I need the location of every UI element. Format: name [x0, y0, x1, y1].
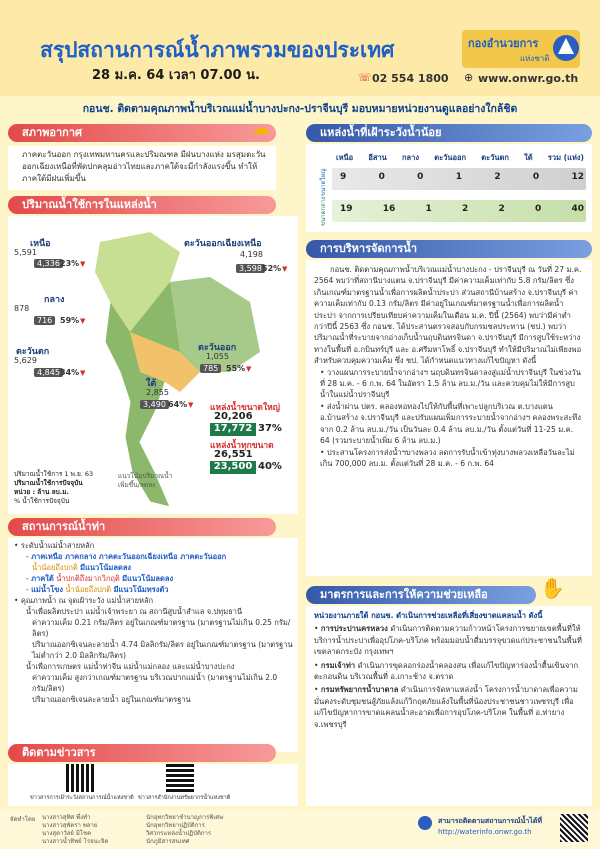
- region-east: ตะวันออก: [198, 343, 237, 353]
- region-east-capacity: 1,055: [206, 352, 229, 361]
- region-south-capacity: 2,855: [146, 388, 169, 397]
- news-heading: ติดตามข่าวสาร: [8, 744, 276, 762]
- region-northeast-pct: 52%: [262, 264, 282, 273]
- weather-icon: ☁: [252, 118, 270, 139]
- down-arrow-icon: ▼: [246, 365, 252, 373]
- region-west-capacity: 5,629: [14, 356, 37, 365]
- watch-heading: แหล่งน้ำที่เฝ้าระวังน้ำน้อย: [306, 124, 592, 142]
- down-arrow-icon: ▼: [80, 260, 86, 268]
- watch-row-large-label: ขนาดใหญ่: [320, 168, 327, 196]
- all-reservoir-usable: 23,500: [210, 461, 256, 474]
- region-north-capacity: 5,591: [14, 248, 37, 257]
- weather-text: ภาคตะวันออก กรุงเทพมหานครและปริมณฑล มีฝนบางแห่ง มรสุมตะวันออกเฉียงเหนือที่พัดปกคลุมอ่าวไทยและภาคใต้จะมีกำลังแรงขึ้น ทำให้ภาคใต้มีฝนเพิ่มขึ้น: [8, 146, 276, 190]
- phone-number: 02 554 1800: [372, 72, 449, 85]
- logo-sub: แห่งชาติ: [520, 54, 550, 63]
- situation-heading: สถานการณ์น้ำท่า: [8, 518, 276, 536]
- region-central-pct: 59%: [60, 316, 80, 325]
- phone-icon: ☏: [358, 71, 372, 84]
- measures-text: หน่วยงานภายใต้ กอนช. ดำเนินการช่วยเหลือที่เสี่ยงขาดแคลนน้ำ ดังนี้ • การประปานครหลวง ดำเนินการติดตามความก้าวหน้าโครงการขยายเขตพื้นที่ให้บริการน้ำประปาเพื่ออุปโภค-บริโภค พร้อมมอบน้ำดื่มบรรจุขวดแก่ประชาชนในพื้นที่เขตลาดกระบัง กรุงเทพฯ • กรมเจ้าท่า ดำเนินการขุดลอกร่องน้ำคลองสน เพื่อแก้ไขปัญหาร่องน้ำตื้นเขินจากตะกอนดิน บริเวณพื้นที่ อ.เกาะช้าง จ.ตราด • กรมทรัพยากรน้ำบาดาล ดำเนินการจัดหาแหล่งน้ำ โครงการน้ำบาดาลเพื่อความมั่นคงระดับชุมชนสู้ภัยแล้งแก้วิกฤตภัยแล้งในพื้นที่น้องประชาชนชาวเพชรบุรี เพื่อแก้ไขปัญหาการขาดแคลนน้ำสะอาดเพื่อการอุปโภค-บริโภค ในพื้นที่ อ.ท่ายาง จ.เพชรบุรี: [306, 606, 592, 806]
- weather-heading: สภาพอากาศ: [8, 124, 276, 142]
- region-south-pct: 64%: [168, 400, 188, 409]
- large-reservoir-pct: 37%: [258, 423, 282, 434]
- region-east-pct: 55%: [226, 364, 246, 373]
- qr-code-2[interactable]: [166, 764, 194, 792]
- region-south: ใต้: [146, 379, 157, 389]
- footer-qr-code[interactable]: [560, 814, 588, 842]
- agency-badge-icon: [418, 816, 432, 830]
- report-date: 28 ม.ค. 64 เวลา 07.00 น.: [92, 68, 260, 83]
- storage-heading: ปริมาณน้ำใช้การในแหล่งน้ำ: [8, 196, 276, 214]
- all-reservoir-label: แหล่งน้ำทุกขนาด: [210, 441, 274, 451]
- website-link[interactable]: www.onwr.go.th: [478, 72, 579, 85]
- agency-footer-url[interactable]: http://waterinfo.onwr.go.th: [438, 828, 532, 836]
- region-north-usable: 4,336: [34, 259, 63, 268]
- watch-row-large-values: 9 0 0 1 2 0 12: [340, 172, 584, 182]
- credit-label: จัดทำโดย: [10, 816, 36, 823]
- situation-text: • ระดับน้ำแม่น้ำสายหลัก - ภาคเหนือ ภาคกลาง ภาคตะวันออกเฉียงเหนือ ภาคตะวันออก น้ำน้อยถึงปกติ มีแนวโน้มลดลง - ภาคใต้ น้ำปกติถึงมากวิกฤติ มีแนวโน้มลดลง - แม่น้ำโขง น้ำน้อยถึงปกติ มีแนวโน้มทรงตัว • คุณภาพน้ำ ณ จุดเฝ้าระวัง แม่น้ำสายหลัก น้ำเพื่อผลิตประปา แม่น้ำเจ้าพระยา ณ สถานีสูบน้ำสำแล จ.ปทุมธานี ค่าความเค็ม 0.21 กรัม/ลิตร อยู่ในเกณฑ์มาตรฐาน (มาตรฐานไม่เกิน 0.25 กรัม/ลิตร) ปริมาณออกซิเจนละลายน้ำ 4.74 มิลลิกรัม/ลิตร อยู่ในเกณฑ์มาตรฐาน (มาตรฐานไม่ต่ำกว่า 2.0 มิลลิกรัม/ลิตร) น้ำเพื่อการเกษตร แม่น้ำท่าจีน แม่น้ำแม่กลอง และแม่น้ำบางปะกง ค่าความเค็ม สูงกว่าเกณฑ์มาตรฐาน บริเวณปากแม่น้ำ (มาตรฐานไม่เกิน 2.0 กรัม/ลิตร) ปริมาณออกซิเจนละลายน้ำ อยู่ในเกณฑ์มาตรฐาน: [14, 541, 293, 704]
- all-reservoir-pct: 40%: [258, 461, 282, 472]
- hands-help-icon: ✋: [540, 576, 565, 600]
- large-reservoir-capacity: 20,206: [214, 411, 253, 422]
- down-arrow-icon: ▼: [80, 369, 86, 377]
- subtitle: กอนช. ติดตามคุณภาพน้ำบริเวณแม่น้ำบางปะกง-ปราจีนบุรี มอบหมายหน่วยงานดูแลอย่างใกล้ชิด: [82, 103, 518, 115]
- management-text: กอนช. ติดตามคุณภาพน้ำบริเวณแม่น้ำบางปะกง - ปราจีนบุรี ณ วันที่ 27 ม.ค. 2564 พบว่าที่สถานีบางแตน จ.ปราจีนบุรี มีค่าความเค็มเท่ากับ 5.8 กรัม/ลิตร ซึ่งเกินเกณฑ์มาตรฐานน้ำเพื่อการผลิตน้ำประปา ส่วนสถานีบ้านสร้าง จ.ปราจีนบุรี ค่าความเค็มเท่ากับ 0.13 กรัม/ลิตร มีค่าอยู่ในเกณฑ์มาตรฐานน้ำเพื่อการผลิตน้ำประปา จากการเปรียบเทียบค่าความเค็มในเดือน ม.ค. ปีนี้ (2564) พบว่ามีค่าต่ำกว่าปีนี้ 2563 ซึ่ง กอนช. ได้ประสานตรวจสอบกับกรมชลประทาน (ชป.) พบว่า ปริมาณน้ำที่ระบายจากอ่างเก็บน้ำนฤบดินทรจินดา จ.ปราจีนบุรี มีการสูบใช้ระหว่างทางในพื้นที่ อ.กบินทร์บุรี และ อ.ศรีมหาโพธิ์ จ.ปราจีนบุรี ทำให้มีปริมาณไม่เพียงพอสำหรับควบคุมความเค็ม ซึ่ง ชป. ได้กำหนดแนวทางแก้ไขปัญหา ดังนี้ • วางแผนการระบายน้ำจากอ่างฯ นฤบดินทรจินดาลงสู่แม่น้ำปราจีนบุรี ในช่วงวันที่ 28 ม.ค. - 6 ก.พ. 64 ในอัตรา 1.5 ล้าน ลบ.ม./วัน และควบคุมไม่ให้มีการสูบน้ำในแม่น้ำปราจีนบุรี • ส่งน้ำผ่าน ปตร. คลองหอทองไปให้กับพื้นที่เพาะปลูกบริเวณ ต.บางแตน อ.บ้านสร้าง จ.ปราจีนบุรี และปรับแผนเพิ่มการระบายน้ำจากอ่างฯ คลองพระสะทึง จาก 0.2 ล้าน ลบ.ม./วัน เป็นวันละ 0.4 ล้าน ลบ.ม./วัน ตั้งแต่วันที่ 11-25 ม.ค. 64 (รวมระบายน้ำเพิ่ม 6 ล้าน ลบ.ม.) • ประสานโครงการส่งน้ำฯบางพลวง ลดการรับน้ำเข้าทุ่งบางพลวงเหลือวันละไม่เกิน 700,000 ลบ.ม. ตั้งแต่วันที่ 28 ม.ค. - 6 ก.พ. 64: [306, 260, 592, 576]
- region-north-pct: 23%: [60, 259, 80, 268]
- large-reservoir-usable: 17,772: [210, 423, 256, 436]
- logo-text: กองอำนวยการ: [468, 37, 539, 50]
- region-central-capacity: 878: [14, 304, 30, 313]
- management-heading: การบริหารจัดการน้ำ: [306, 240, 592, 258]
- credit-names: นางสาวสุทิศ พึ่งทำ นางสาวสุพัตรา พลาย นางสุดาวัลย์ มีโชค นางสาวน้ำทิพย์ โรจนะจิต: [42, 814, 109, 845]
- region-west-usable: 4,845: [34, 368, 63, 377]
- qr-code-1[interactable]: [66, 764, 94, 792]
- region-northeast-capacity: 4,198: [240, 250, 263, 259]
- qr-caption-2: ข่าวสารสำนักงานทรัพยากรน้ำแห่งชาติ: [138, 795, 231, 801]
- qr-caption-1: ข่าวสารการเฝ้าระวังสถานการณ์น้ำแห่งชาติ: [30, 795, 134, 801]
- watch-columns: เหนือ อีสาน กลาง ตะวันออก ตะวันตก ใต้ รวม (แห่ง): [336, 153, 584, 162]
- globe-icon: ⊕: [464, 71, 474, 84]
- storage-legend: ปริมาณน้ำใช้การ 1 พ.ย. 63 ปริมาณน้ำใช้การปัจจุบัน หน่วย : ล้าน ลบ.ม. % น้ำใช้การปัจจุบัน: [14, 470, 94, 505]
- page-title: สรุปสถานการณ์น้ำภาพรวมของประเทศ: [40, 38, 395, 62]
- region-south-usable: 3,490: [140, 400, 169, 409]
- measures-heading: มาตรการและการให้ความช่วยเหลือ: [306, 586, 536, 604]
- down-arrow-icon: ▼: [282, 265, 288, 273]
- agency-footer-text: สามารถติดตามสถานการณ์น้ำได้ที่: [438, 817, 542, 825]
- all-reservoir-capacity: 26,551: [214, 449, 253, 460]
- region-northeast-usable: 3,598: [236, 264, 265, 273]
- region-north: เหนือ: [30, 239, 51, 249]
- region-central-usable: 716: [34, 316, 55, 325]
- region-east-usable: 785: [200, 364, 221, 373]
- watch-row-medium-values: 19 16 1 2 2 0 40: [340, 204, 584, 214]
- trend-legend: แนวโน้มปริมาณน้ำ เพิ่มขึ้น/ลดลง: [118, 472, 173, 489]
- credit-roles: นักอุทกวิทยาชำนาญการพิเศษ นักอุทกวิทยาปฏิบัติการ วิศวกรแหล่งน้ำปฏิบัติการ นักภูมิสารสนเทศ: [146, 814, 224, 845]
- large-reservoir-label: แหล่งน้ำขนาดใหญ่: [210, 403, 280, 413]
- region-northeast: ตะวันออกเฉียงเหนือ: [184, 239, 262, 249]
- region-central: กลาง: [44, 295, 65, 305]
- watch-row-medium-label: ขนาดกลาง: [320, 196, 327, 226]
- down-arrow-icon: ▼: [188, 401, 194, 409]
- region-west-pct: 34%: [60, 368, 80, 377]
- down-arrow-icon: ▼: [80, 317, 86, 325]
- region-west: ตะวันตก: [16, 347, 50, 357]
